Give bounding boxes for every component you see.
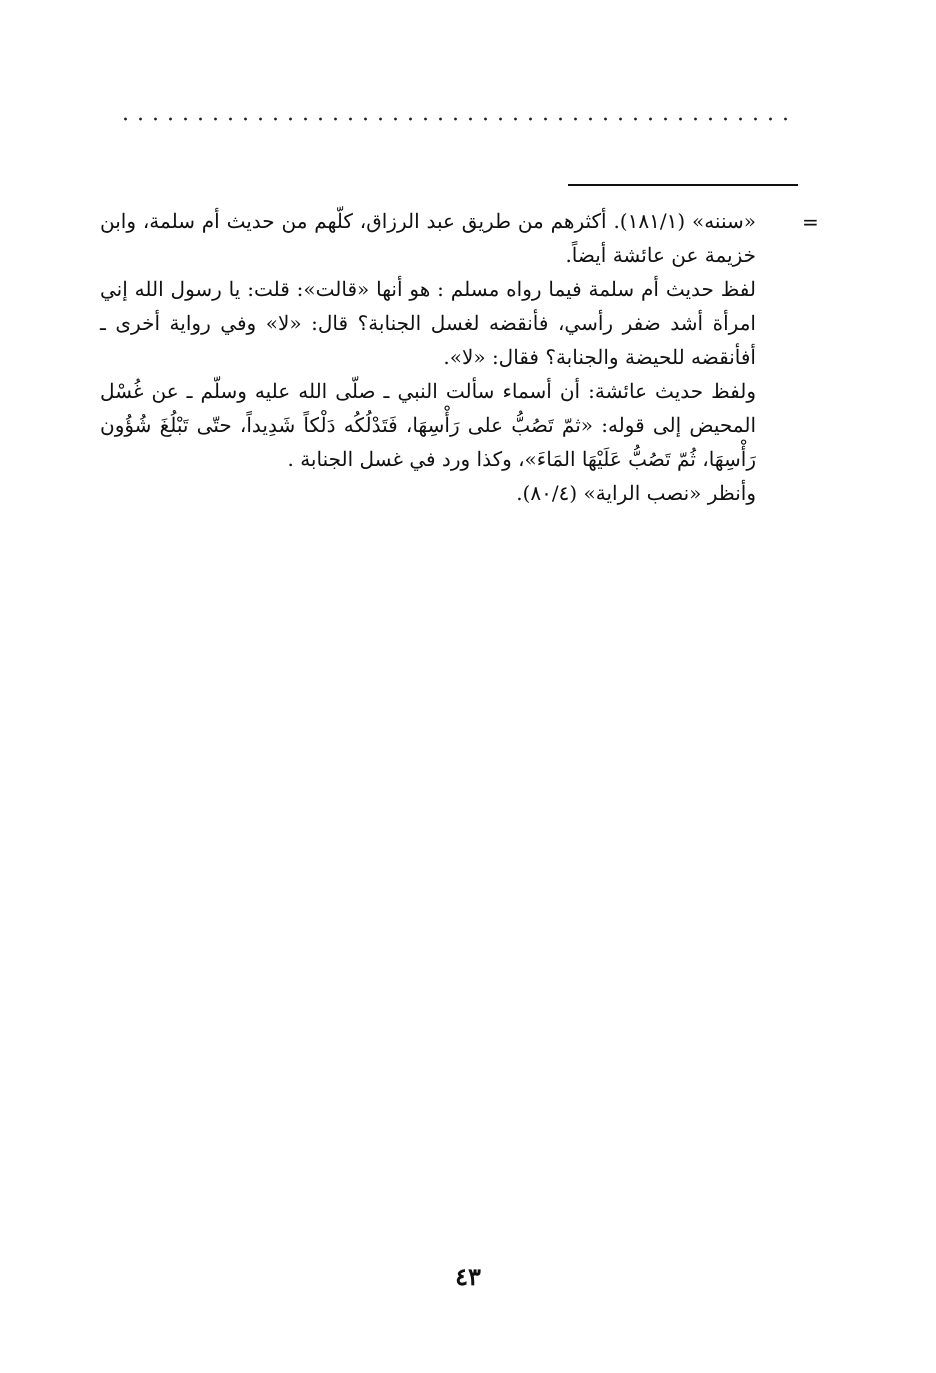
page-number: ٤٣ — [455, 1262, 481, 1291]
footnote-paragraph: «سننه» (١٨١/١). أكثرهم من طريق عبد الرزاق، كلّهم من حديث أم سلمة، وابن خزيمة عن عائشة أيضاً. — [100, 209, 756, 267]
dotted-separator — [118, 113, 796, 125]
continuation-mark: = — [802, 210, 819, 234]
footnote-paragraph: وأنظر «نصب الراية» (٨٠/٤). — [516, 481, 756, 505]
footnote-paragraph: ولفظ حديث عائشة: أن أسماء سألت النبي ـ صلّى الله عليه وسلّم ـ عن غُسْل المحيض إلى قوله: «ثمّ تَصُبُّ على رَأْسِهَا، فَتَدْلُكُه دَلْكاً شَدِيداً، حتّى تَبْلُغَ شُؤُون رَأْسِهَا، ثُمّ تَصُبُّ عَلَيْهَا المَاءَ»، وكذا ورد في غسل الجنابة . — [100, 379, 756, 471]
footnote-rule — [568, 184, 798, 186]
footnote-paragraph: لفظ حديث أم سلمة فيما رواه مسلم : هو أنها «قالت»: قلت: يا رسول الله إني امرأة أشد ضفر رأسي، فأنقضه لغسل الجنابة؟ قال: «لا» وفي رواية أخرى ـ أفأنقضه للحيضة والجنابة؟ فقال: «لا». — [100, 277, 756, 369]
footnotes-block — [100, 204, 756, 510]
